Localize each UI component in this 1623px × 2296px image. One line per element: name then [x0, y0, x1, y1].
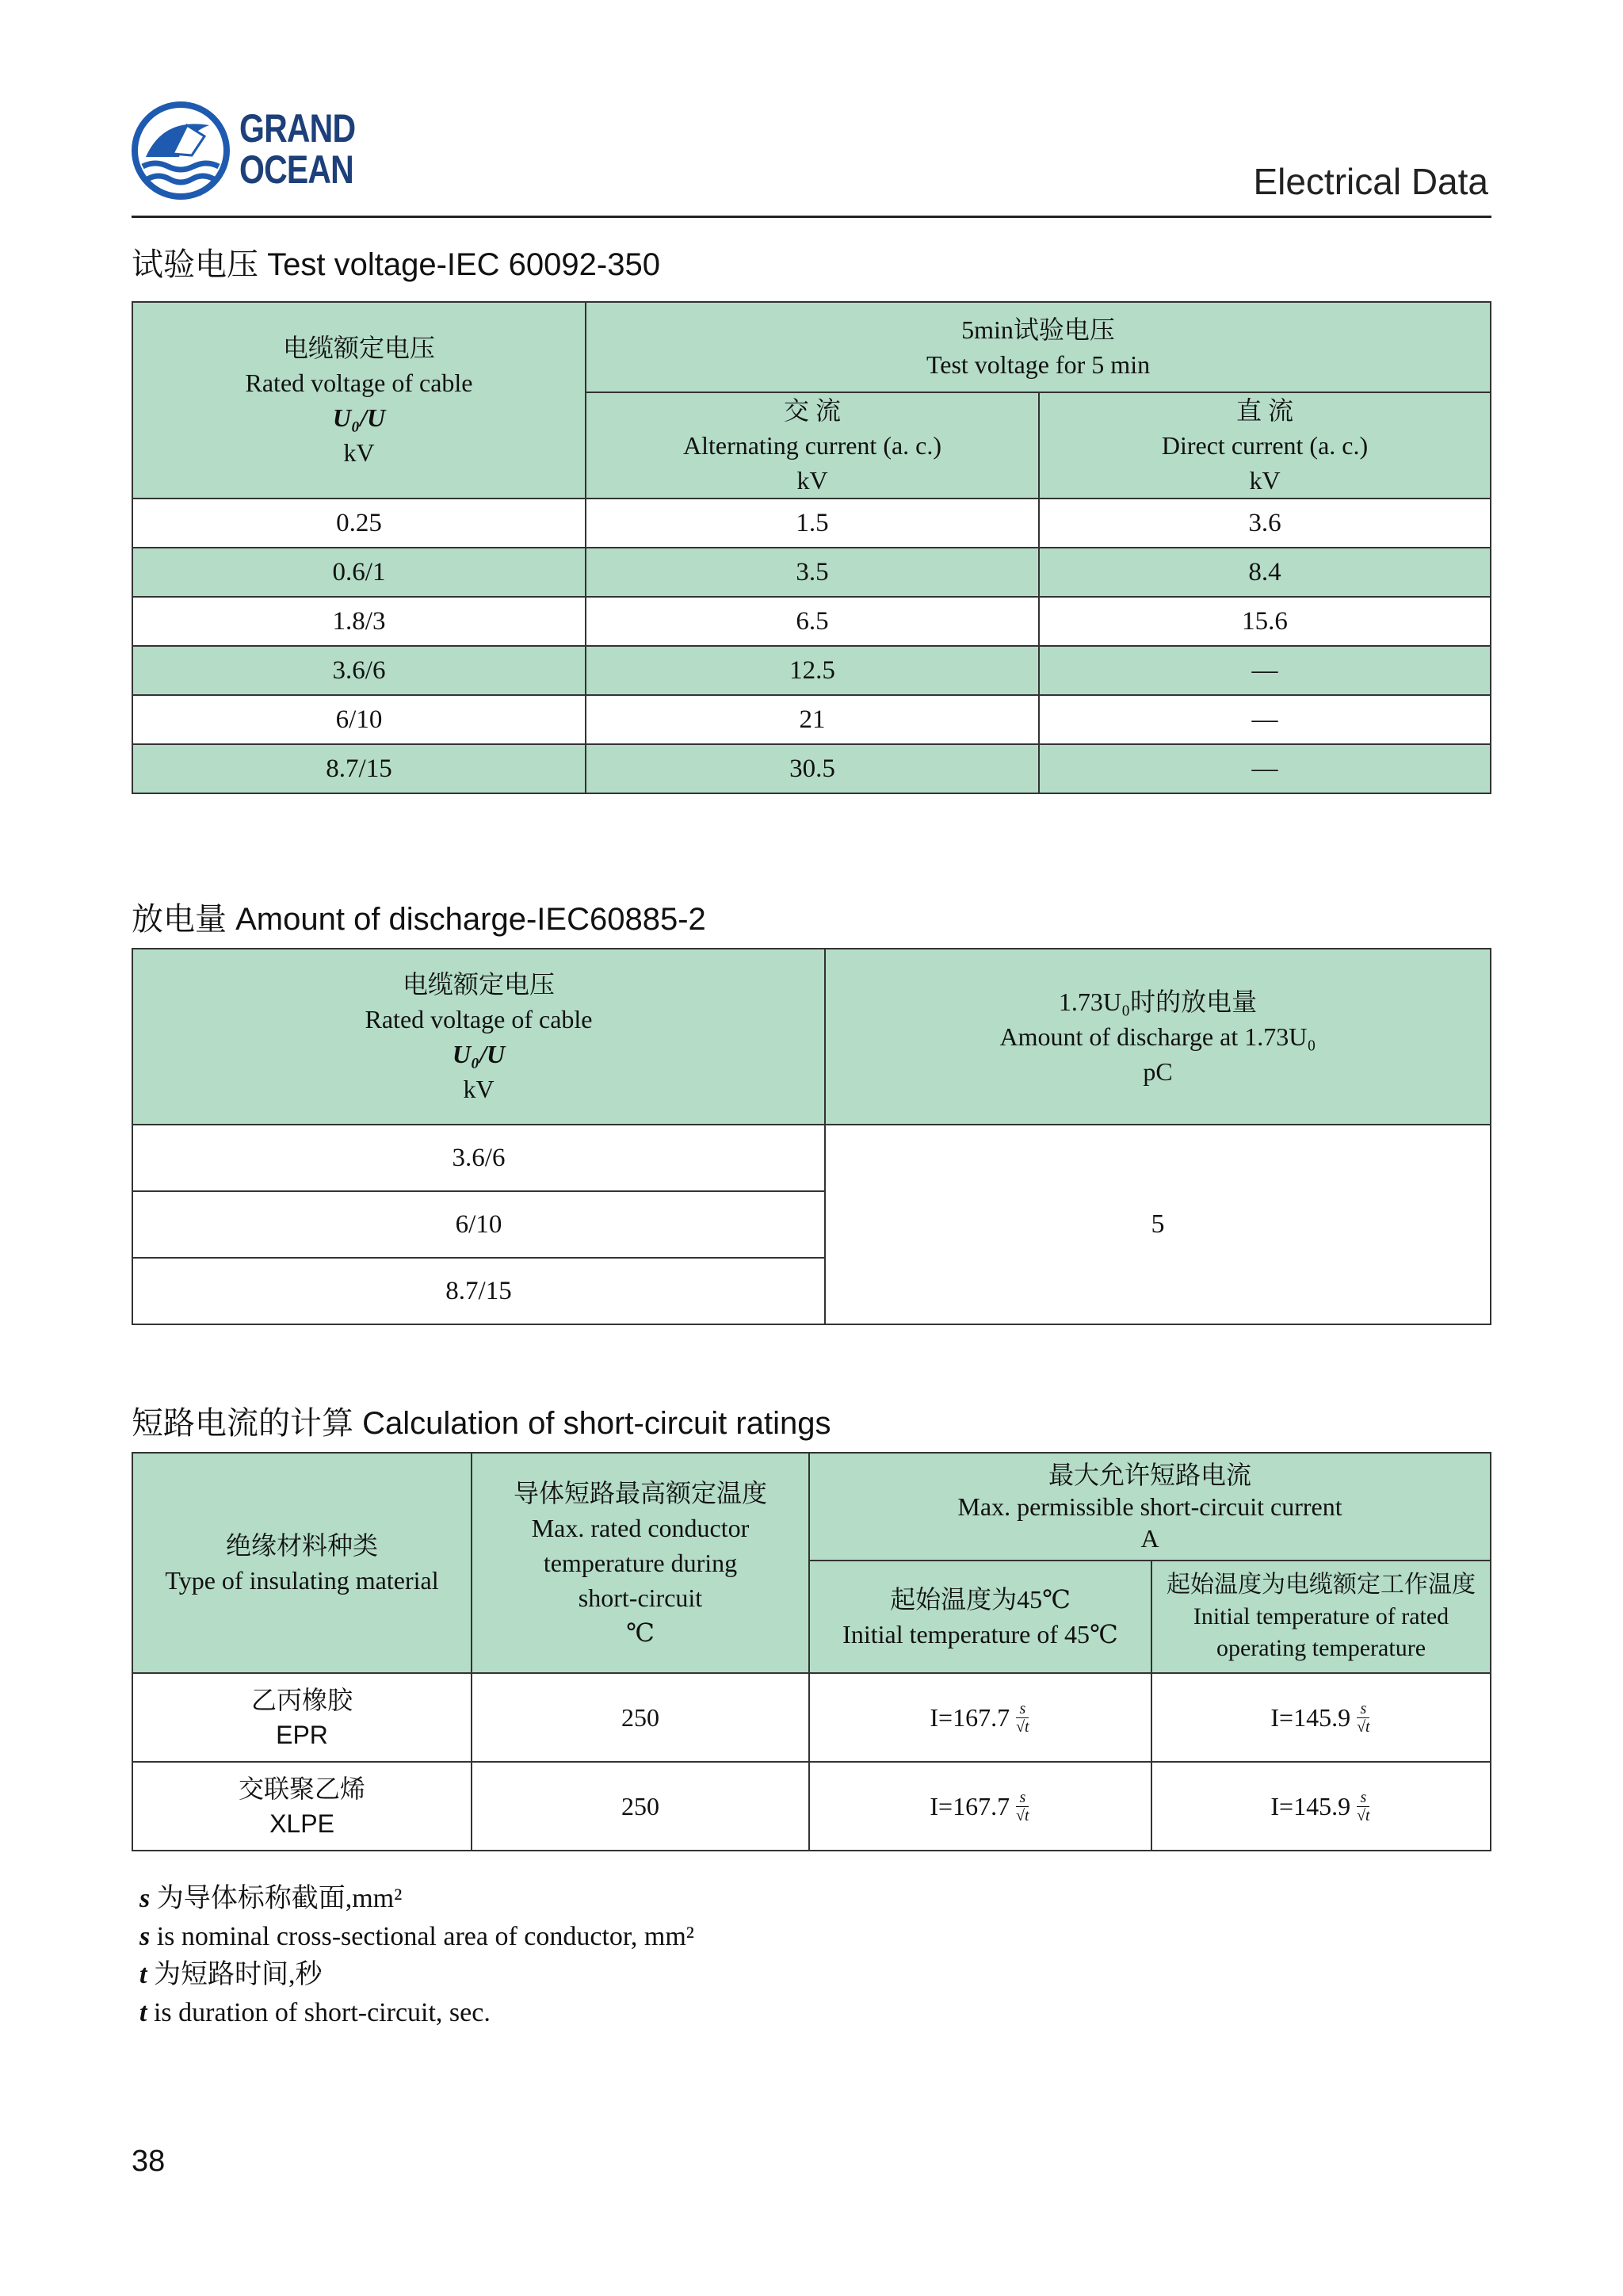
footnote-text: is nominal cross-sectional area of conductor, mm² [150, 1922, 694, 1951]
insulation-en: XLPE [269, 1809, 334, 1838]
ac-header [586, 392, 1039, 499]
rated-voltage-header [132, 302, 586, 499]
table-row [132, 744, 1491, 793]
fraction-numerator: s [1357, 1789, 1369, 1807]
ac-cell: 21 [586, 695, 1039, 744]
formula-fraction [1014, 1789, 1031, 1824]
max-temp-header [472, 1453, 809, 1673]
insulation-en: EPR [276, 1721, 328, 1749]
short-circuit-table [132, 1452, 1491, 1851]
ac-cell: 1.5 [586, 499, 1039, 548]
ac-en: Alternating current (a. c.) [682, 431, 942, 460]
fraction-denominator: √t [1357, 1717, 1370, 1736]
rated-cell: 0.6/1 [132, 548, 586, 597]
initial-rated-en-1: Initial temperature of rated [1193, 1603, 1449, 1629]
table-row [132, 1673, 1491, 1762]
rated-cell: 1.8/3 [132, 597, 586, 646]
max-current-unit: A [1140, 1524, 1159, 1553]
test-voltage-group-header [586, 302, 1491, 392]
current-rated-cell [1151, 1762, 1491, 1851]
table-row [132, 499, 1491, 548]
page-title: Electrical Data [1253, 161, 1488, 202]
insulation-cell [132, 1673, 472, 1762]
dc-cn: 直 流 [1236, 396, 1294, 425]
max-temp-cell: 250 [472, 1762, 809, 1851]
discharge-rated-voltage-header [132, 949, 825, 1125]
current-rated-cell [1151, 1673, 1491, 1762]
page-number: 38 [132, 2145, 166, 2178]
formula-fraction [1355, 1789, 1372, 1824]
discharge-rated-voltage-symbol: U₀/U [452, 1040, 506, 1068]
initial-rated-en-2: operating temperature [1216, 1635, 1426, 1661]
dc-unit: kV [1249, 466, 1281, 495]
insulation-type-cn: 绝缘材料种类 [225, 1531, 378, 1560]
section-title-short-circuit: 短路电流的计算 Calculation of short-circuit ratings [132, 1406, 831, 1441]
ac-cell: 12.5 [586, 646, 1039, 695]
footnote [139, 1956, 694, 1994]
table-row [132, 646, 1491, 695]
max-current-cn: 最大允许短路电流 [1048, 1461, 1251, 1489]
insulation-cell [132, 1762, 472, 1851]
max-temp-cell: 250 [472, 1673, 809, 1762]
max-temp-en-3: short-circuit [578, 1584, 703, 1612]
ac-cell: 3.5 [586, 548, 1039, 597]
section-title-test-voltage: 试验电压 Test voltage-IEC 60092-350 [132, 247, 660, 282]
fraction-denominator: √t [1357, 1806, 1370, 1824]
table-row [132, 597, 1491, 646]
initial-45-header [809, 1561, 1151, 1673]
test-voltage-group-cn: 5min试验电压 [961, 315, 1115, 344]
max-temp-unit: ℃ [626, 1618, 655, 1647]
table-row [132, 1762, 1491, 1851]
discharge-value-cell: 5 [825, 1125, 1491, 1324]
section-title-discharge: 放电量 Amount of discharge-IEC60885-2 [132, 902, 706, 937]
discharge-rated-voltage-en: Rated voltage of cable [365, 1005, 593, 1033]
footnote-symbol: s [139, 1884, 151, 1913]
ac-cell: 30.5 [586, 744, 1039, 793]
insulation-cn: 交联聚乙烯 [238, 1775, 365, 1803]
initial-rated-header [1151, 1561, 1491, 1673]
dc-cell: 15.6 [1039, 597, 1491, 646]
max-temp-cn: 导体短路最高额定温度 [513, 1479, 767, 1507]
max-current-group-header [809, 1453, 1491, 1561]
discharge-amount-cn: 1.73U₀时的放电量 [1058, 988, 1258, 1016]
footnote-symbol: t [139, 1960, 147, 1989]
dc-cell: 8.4 [1039, 548, 1491, 597]
test-voltage-table [132, 301, 1491, 794]
ac-unit: kV [796, 466, 828, 495]
formula-coefficient: I=167.7 [930, 1792, 1010, 1820]
max-temp-en-1: Max. rated conductor [531, 1514, 750, 1542]
table-row [132, 695, 1491, 744]
ac-cn: 交 流 [783, 396, 841, 425]
formula-coefficient: I=167.7 [930, 1703, 1010, 1732]
footnotes [139, 1880, 694, 2032]
max-current-en: Max. permissible short-circuit current [957, 1492, 1342, 1521]
discharge-rated-cell: 3.6/6 [132, 1125, 825, 1191]
current-formula [1270, 1789, 1371, 1824]
ac-cell: 6.5 [586, 597, 1039, 646]
discharge-amount-unit: pC [1143, 1057, 1173, 1086]
insulation-cn: 乙丙橡胶 [250, 1686, 353, 1714]
table-row [132, 548, 1491, 597]
footnote [139, 1994, 694, 2032]
discharge-amount-header [825, 949, 1491, 1125]
initial-45-en: Initial temperature of 45℃ [842, 1620, 1118, 1648]
current-formula [1270, 1700, 1371, 1736]
rated-cell: 6/10 [132, 695, 586, 744]
footnote-symbol: t [139, 1998, 147, 2027]
discharge-rated-voltage-cn: 电缆额定电压 [402, 970, 555, 999]
dc-cell: — [1039, 695, 1491, 744]
current-formula [930, 1700, 1030, 1736]
current-45-cell [809, 1673, 1151, 1762]
discharge-rated-cell: 8.7/15 [132, 1258, 825, 1324]
discharge-table [132, 948, 1491, 1325]
footnote-symbol: s [139, 1922, 151, 1951]
discharge-amount-en: Amount of discharge at 1.73U₀ [999, 1022, 1316, 1051]
footnote [139, 1918, 694, 1956]
discharge-rated-voltage-unit: kV [463, 1075, 495, 1103]
formula-coefficient: I=145.9 [1270, 1703, 1351, 1732]
fraction-numerator: s [1016, 1789, 1029, 1807]
brand-line-2: OCEAN [239, 147, 353, 192]
initial-45-cn: 起始温度为45℃ [890, 1585, 1071, 1614]
formula-fraction [1014, 1700, 1031, 1736]
rated-cell: 3.6/6 [132, 646, 586, 695]
fraction-denominator: √t [1016, 1717, 1029, 1736]
fraction-denominator: √t [1016, 1806, 1029, 1824]
dc-cell: — [1039, 744, 1491, 793]
rated-cell: 8.7/15 [132, 744, 586, 793]
current-formula [930, 1789, 1030, 1824]
footnote-text: 为导体标称截面,mm² [150, 1884, 403, 1913]
table-row [132, 1125, 1491, 1191]
formula-coefficient: I=145.9 [1270, 1792, 1351, 1820]
footnote [139, 1880, 694, 1918]
rated-cell: 0.25 [132, 499, 586, 548]
fraction-numerator: s [1016, 1700, 1029, 1718]
grand-ocean-logo [132, 101, 230, 200]
test-voltage-group-en: Test voltage for 5 min [926, 350, 1151, 379]
max-temp-en-2: temperature during [543, 1549, 738, 1577]
insulation-type-header [132, 1453, 472, 1673]
formula-fraction [1355, 1700, 1372, 1736]
dc-en: Direct current (a. c.) [1161, 431, 1369, 460]
header-rule [132, 216, 1491, 218]
rated-voltage-cn: 电缆额定电压 [282, 334, 435, 362]
discharge-rated-cell: 6/10 [132, 1191, 825, 1258]
dc-header [1039, 392, 1491, 499]
fraction-numerator: s [1357, 1700, 1369, 1718]
current-45-cell [809, 1762, 1151, 1851]
dc-cell: 3.6 [1039, 499, 1491, 548]
insulation-type-en: Type of insulating material [165, 1566, 439, 1595]
rated-voltage-symbol: U₀/U [332, 403, 386, 432]
initial-rated-cn: 起始温度为电缆额定工作温度 [1167, 1572, 1476, 1598]
rated-voltage-en: Rated voltage of cable [245, 369, 473, 397]
footnote-text: is duration of short-circuit, sec. [147, 1998, 491, 2027]
dc-cell: — [1039, 646, 1491, 695]
rated-voltage-unit: kV [343, 438, 375, 467]
brand-name [239, 108, 355, 190]
brand-line-1: GRAND [239, 106, 356, 151]
footnote-text: 为短路时间,秒 [147, 1960, 323, 1989]
